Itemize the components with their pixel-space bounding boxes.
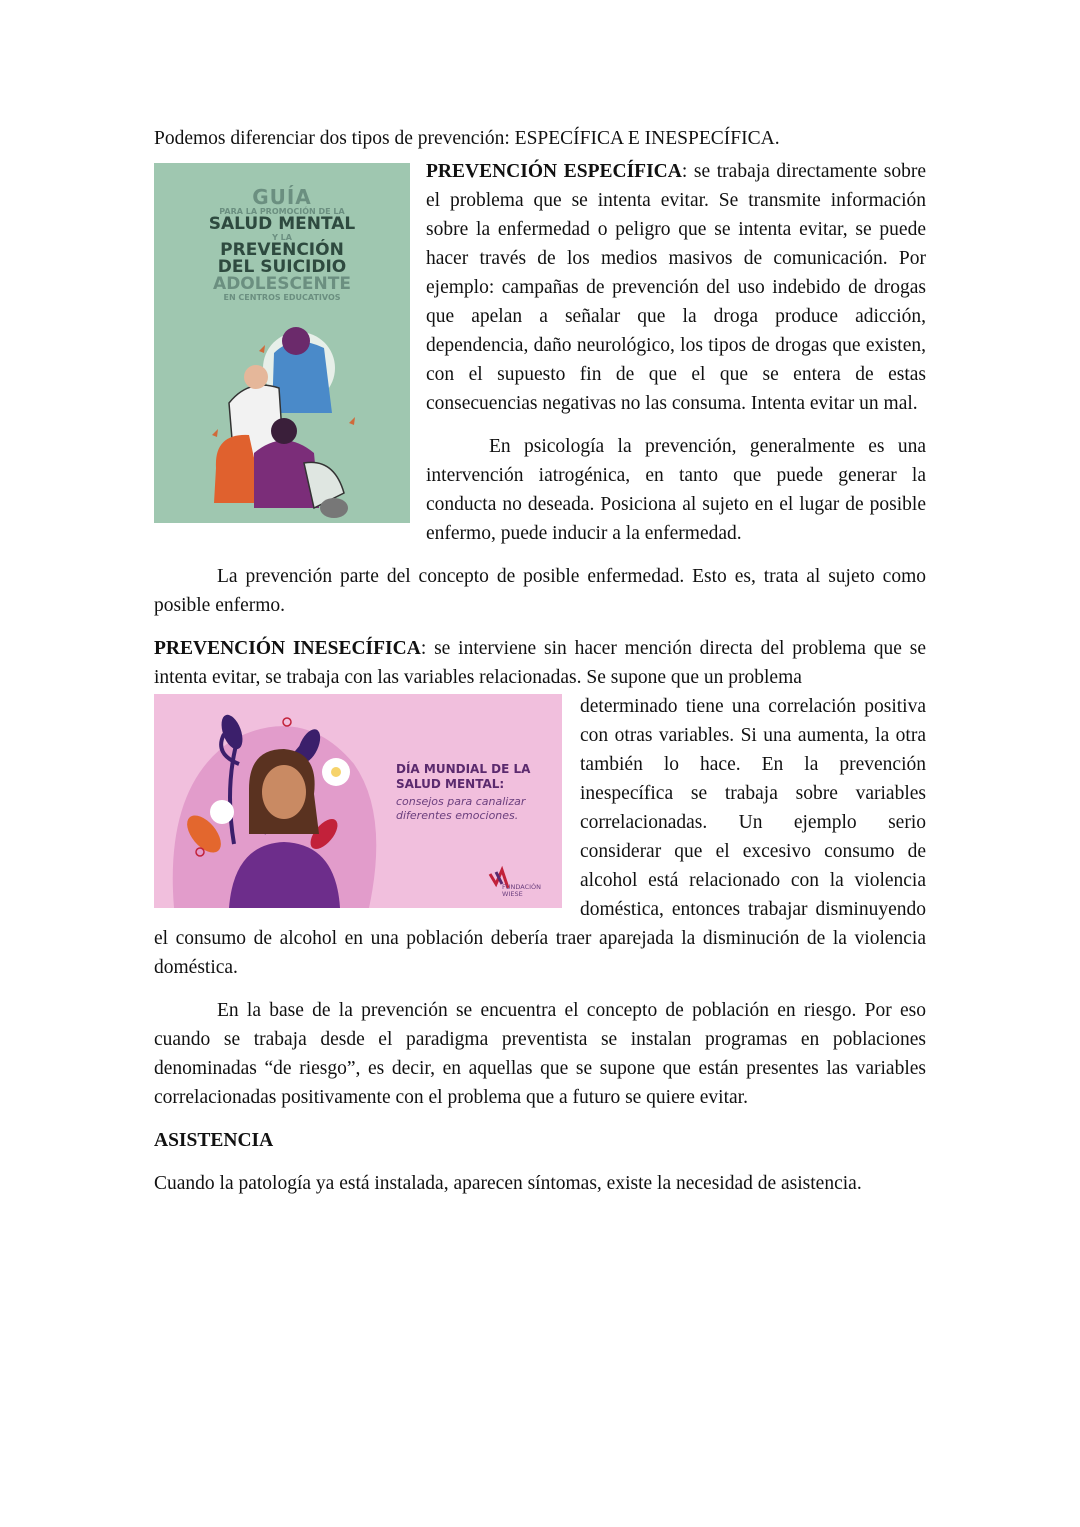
document-page [154, 124, 926, 1198]
concepto-paragraph: La prevención parte del concepto de posible enfermedad. Esto es, trata al sujeto como posible enfermo. [154, 566, 926, 616]
cover-line: Y LA [272, 233, 292, 242]
intro-paragraph: Podemos diferenciar dos tipos de prevención: ESPECÍFICA E INESPECÍFICA. [154, 128, 780, 149]
cover-line: PARA LA PROMOCIÓN DE LA [219, 207, 345, 216]
banner-subtitle: consejos para canalizar diferentes emociones. [396, 795, 526, 822]
inespecifica-text-a: : se interviene sin hacer mención directa del problema que se intenta evitar, se trabaja con las variables relacionadas. Se supone que un problema [154, 638, 926, 688]
banner-logo-line: WIESE [502, 890, 523, 898]
inespecifica-paragraph-b: determinado tiene una correlación positiva con otras variables. Si una aumenta, la otra también lo hace. En la prevención inespecífica se trabaja sobre variables correlacionadas. Un ejemplo serio considerar que el excesivo consumo de alcohol está relacionado con la violencia doméstica, entonces trabajar disminuyendo el consumo de alcohol en una población debería traer aparejada la disminución de la violencia doméstica. [154, 696, 926, 978]
banner-logo-line: FUNDACIÓN [502, 883, 542, 891]
cover-line: ADOLESCENTE [213, 274, 351, 294]
cover-line: PREVENCIÓN [220, 240, 344, 260]
riesgo-paragraph: En la base de la prevención se encuentra el concepto de población en riesgo. Por eso cuando se trabaja desde el paradigma preventista se instalan programas en poblaciones denominadas “de riesgo”, es decir, en aquellas que se supone que están presentes las variables correlacionadas positivamente con el problema que a futuro se quiere evitar. [154, 1000, 926, 1108]
cover-line: EN CENTROS EDUCATIVOS [223, 293, 341, 302]
cover-title [154, 187, 410, 302]
cover-line: DEL SUICIDIO [217, 257, 347, 277]
mental-health-banner-image [154, 694, 562, 908]
cover-line: SALUD MENTAL [208, 214, 356, 234]
inespecifica-heading: PREVENCIÓN INESECÍFICA [154, 638, 421, 659]
asistencia-heading [154, 1126, 926, 1155]
especifica-heading: PREVENCIÓN ESPECÍFICA [426, 161, 682, 182]
guide-cover-image [154, 163, 410, 523]
banner-title: DÍA MUNDIAL DE LA SALUD MENTAL: [396, 762, 531, 791]
banner-logo-text [502, 884, 541, 898]
iatrogenica-paragraph: En psicología la prevención, generalmente es una intervención iatrogénica, en tanto que puede generar la conducta no deseada. Posiciona al sujeto en el lugar de posible enfermo, puede inducir a la enfermedad. [426, 436, 926, 544]
especifica-text: : se trabaja directamente sobre el problema que se intenta evitar. Se transmite información sobre la enfermedad o peligro que se intenta evitar, se puede hacer través de los medios masivos de comunicación. Por ejemplo: campañas de prevención del uso indebido de drogas que apelan a señalar que la droga produce adicción, dependencia, daño neurológico, los tipos de drogas que existen, con el supuesto fin de que el que se entera de estas consecuencias negativas no las consuma. Intenta evitar un mal. [426, 161, 926, 414]
inespecifica-paragraph-a [154, 634, 926, 692]
asistencia-heading-text: ASISTENCIA [154, 1130, 274, 1151]
asistencia-paragraph: Cuando la patología ya está instalada, aparecen síntomas, existe la necesidad de asistencia. [154, 1173, 862, 1194]
cover-line: GUÍA [252, 185, 312, 209]
